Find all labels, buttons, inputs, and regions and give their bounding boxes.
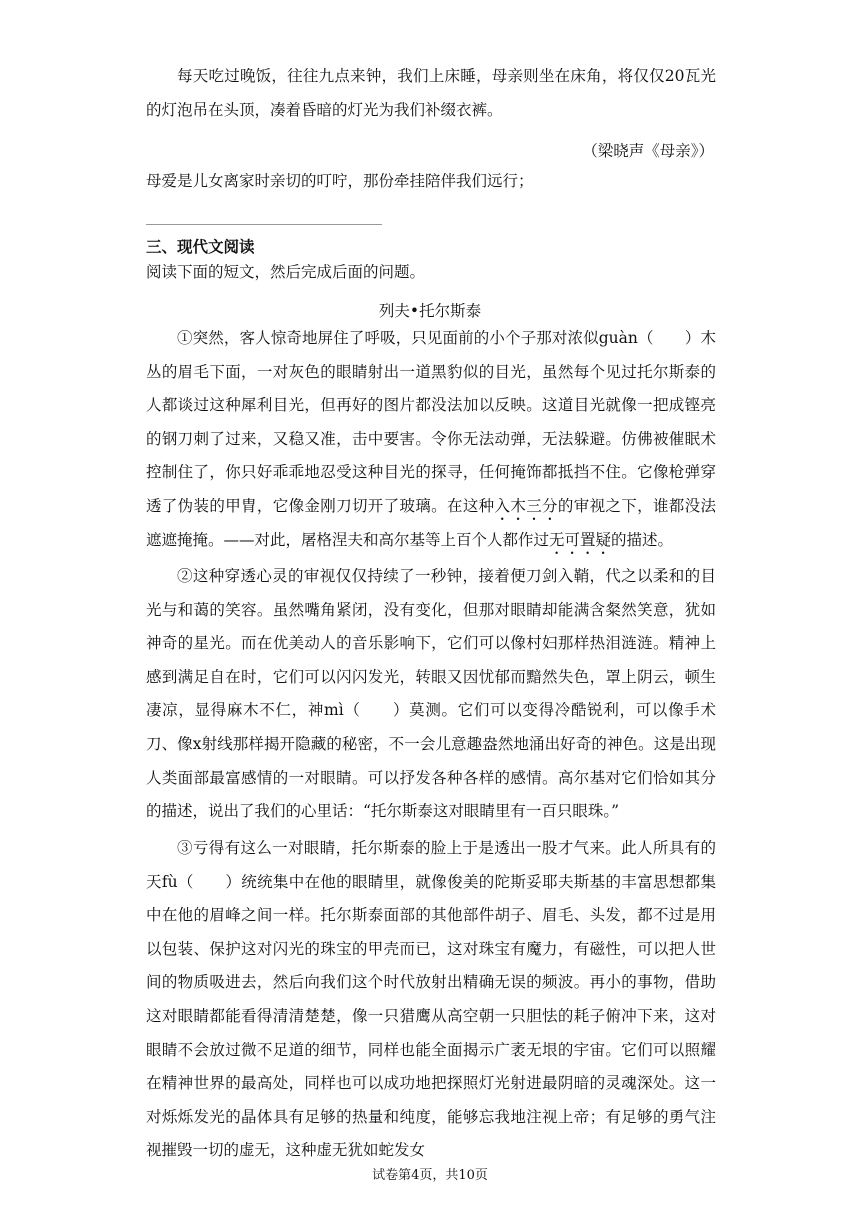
quote-source: （梁晓声《母亲》） (582, 142, 714, 160)
paragraph-1-text-b: 的审视之下，谁都没法遮遮掩掩。——对此，屠格涅夫和高尔基等上百个人都作过 (146, 496, 716, 549)
article-paragraph-1 (146, 322, 716, 558)
page-footer: 试卷第4页，共10页 (372, 1168, 488, 1183)
article-paragraph-2: ②这种穿透心灵的审视仅仅持续了一秒钟，接着便刀剑入鞘，代之以柔和的目光与和蔼的笑容。虽然嘴角紧闭，没有变化，但那对眼睛却能满含粲然笑意，犹如神奇的星光。而在优美动人的音乐影响下，它们可以像村妇那样热泪涟涟。精神上感到满足自在时，它们可以闪闪发光，转眼又因忧郁而黯然失色，罩上阴云，顿生凄凉，显得麻木不仁，神mì（ ）莫测。它们可以变得冷酷锐利，可以像手术刀、像x射线那样揭开隐藏的秘密，不一会儿意趣盎然地涌出好奇的神色。这是出现人类面部最富感情的一对眼睛。可以抒发各种各样的感情。高尔基对它们恰如其分的描述，说出了我们的心里话：“托尔斯泰这对眼睛里有一百只眼珠。” (146, 567, 716, 821)
quote-paragraph: 每天吃过晚饭，往往九点来钟，我们上床睡，母亲则坐在床角，将仅仅20瓦光的灯泡吊在头顶，凑着昏暗的灯光为我们补缀衣裤。 (146, 67, 716, 119)
paragraph-1-text-a: ①突然，客人惊奇地屏住了呼吸，只见面前的小个子那对浓似guàn（ ）木丛的眉毛下面，一对灰色的眼睛射出一道黑豹似的目光，虽然每个见过托尔斯泰的人都谈过这种犀利目光，但再好的图片都没法加以反映。这道目光就像一把成铿亮的钢刀刺了过来，又稳又准，击中要害。令你无法动弹，无法躲避。仿佛被催眠术控制住了，你只好乖乖地忍受这种目光的探寻，任何掩饰都抵挡不住。它像枪弹穿透了伪装的甲胄，它像金刚刀切开了玻璃。在这种 (146, 329, 716, 515)
section-heading: 三、现代文阅读 (146, 238, 255, 256)
reading-instruction: 阅读下面的短文，然后完成后面的问题。 (146, 263, 426, 281)
answer-blank-line (146, 224, 382, 225)
paragraph-1-text-c: 的描述。 (611, 530, 674, 549)
emphasized-phrase-1: 入木三分 (494, 496, 558, 515)
emphasized-phrase-2: 无可置疑 (549, 530, 612, 549)
prompt-line: 母爱是儿女离家时亲切的叮咛，那份牵挂陪伴我们远行； (146, 172, 534, 190)
article-title: 列夫•托尔斯泰 (378, 302, 482, 320)
article-paragraph-3: ③亏得有这么一对眼睛，托尔斯泰的脸上于是透出一股才气来。此人所具有的天fù（ ）统统集中在他的眼睛里，就像俊美的陀斯妥耶夫斯基的丰富思想都集中在他的眉峰之间一样。托尔斯泰面部的其他部件胡子、眉毛、头发，都不过是用以包装、保护这对闪光的珠宝的甲壳而已，这对珠宝有魔力，有磁性，可以把人世间的物质吸进去，然后向我们这个时代放射出精确无误的频波。再小的事物，借助这对眼睛都能看得清清楚楚，像一只猎鹰从高空朝一只胆怯的耗子俯冲下来，这对眼睛不会放过微不足道的细节，同样也能全面揭示广袤无垠的宇宙。它们可以照耀在精神世界的最高处，同样也可以成功地把探照灯光射进最阴暗的灵魂深处。这一对烁烁发光的晶体具有足够的热量和纯度，能够忘我地注视上帝；有足够的勇气注视摧毁一切的虚无，这种虚无犹如蛇发女 (146, 839, 716, 1160)
